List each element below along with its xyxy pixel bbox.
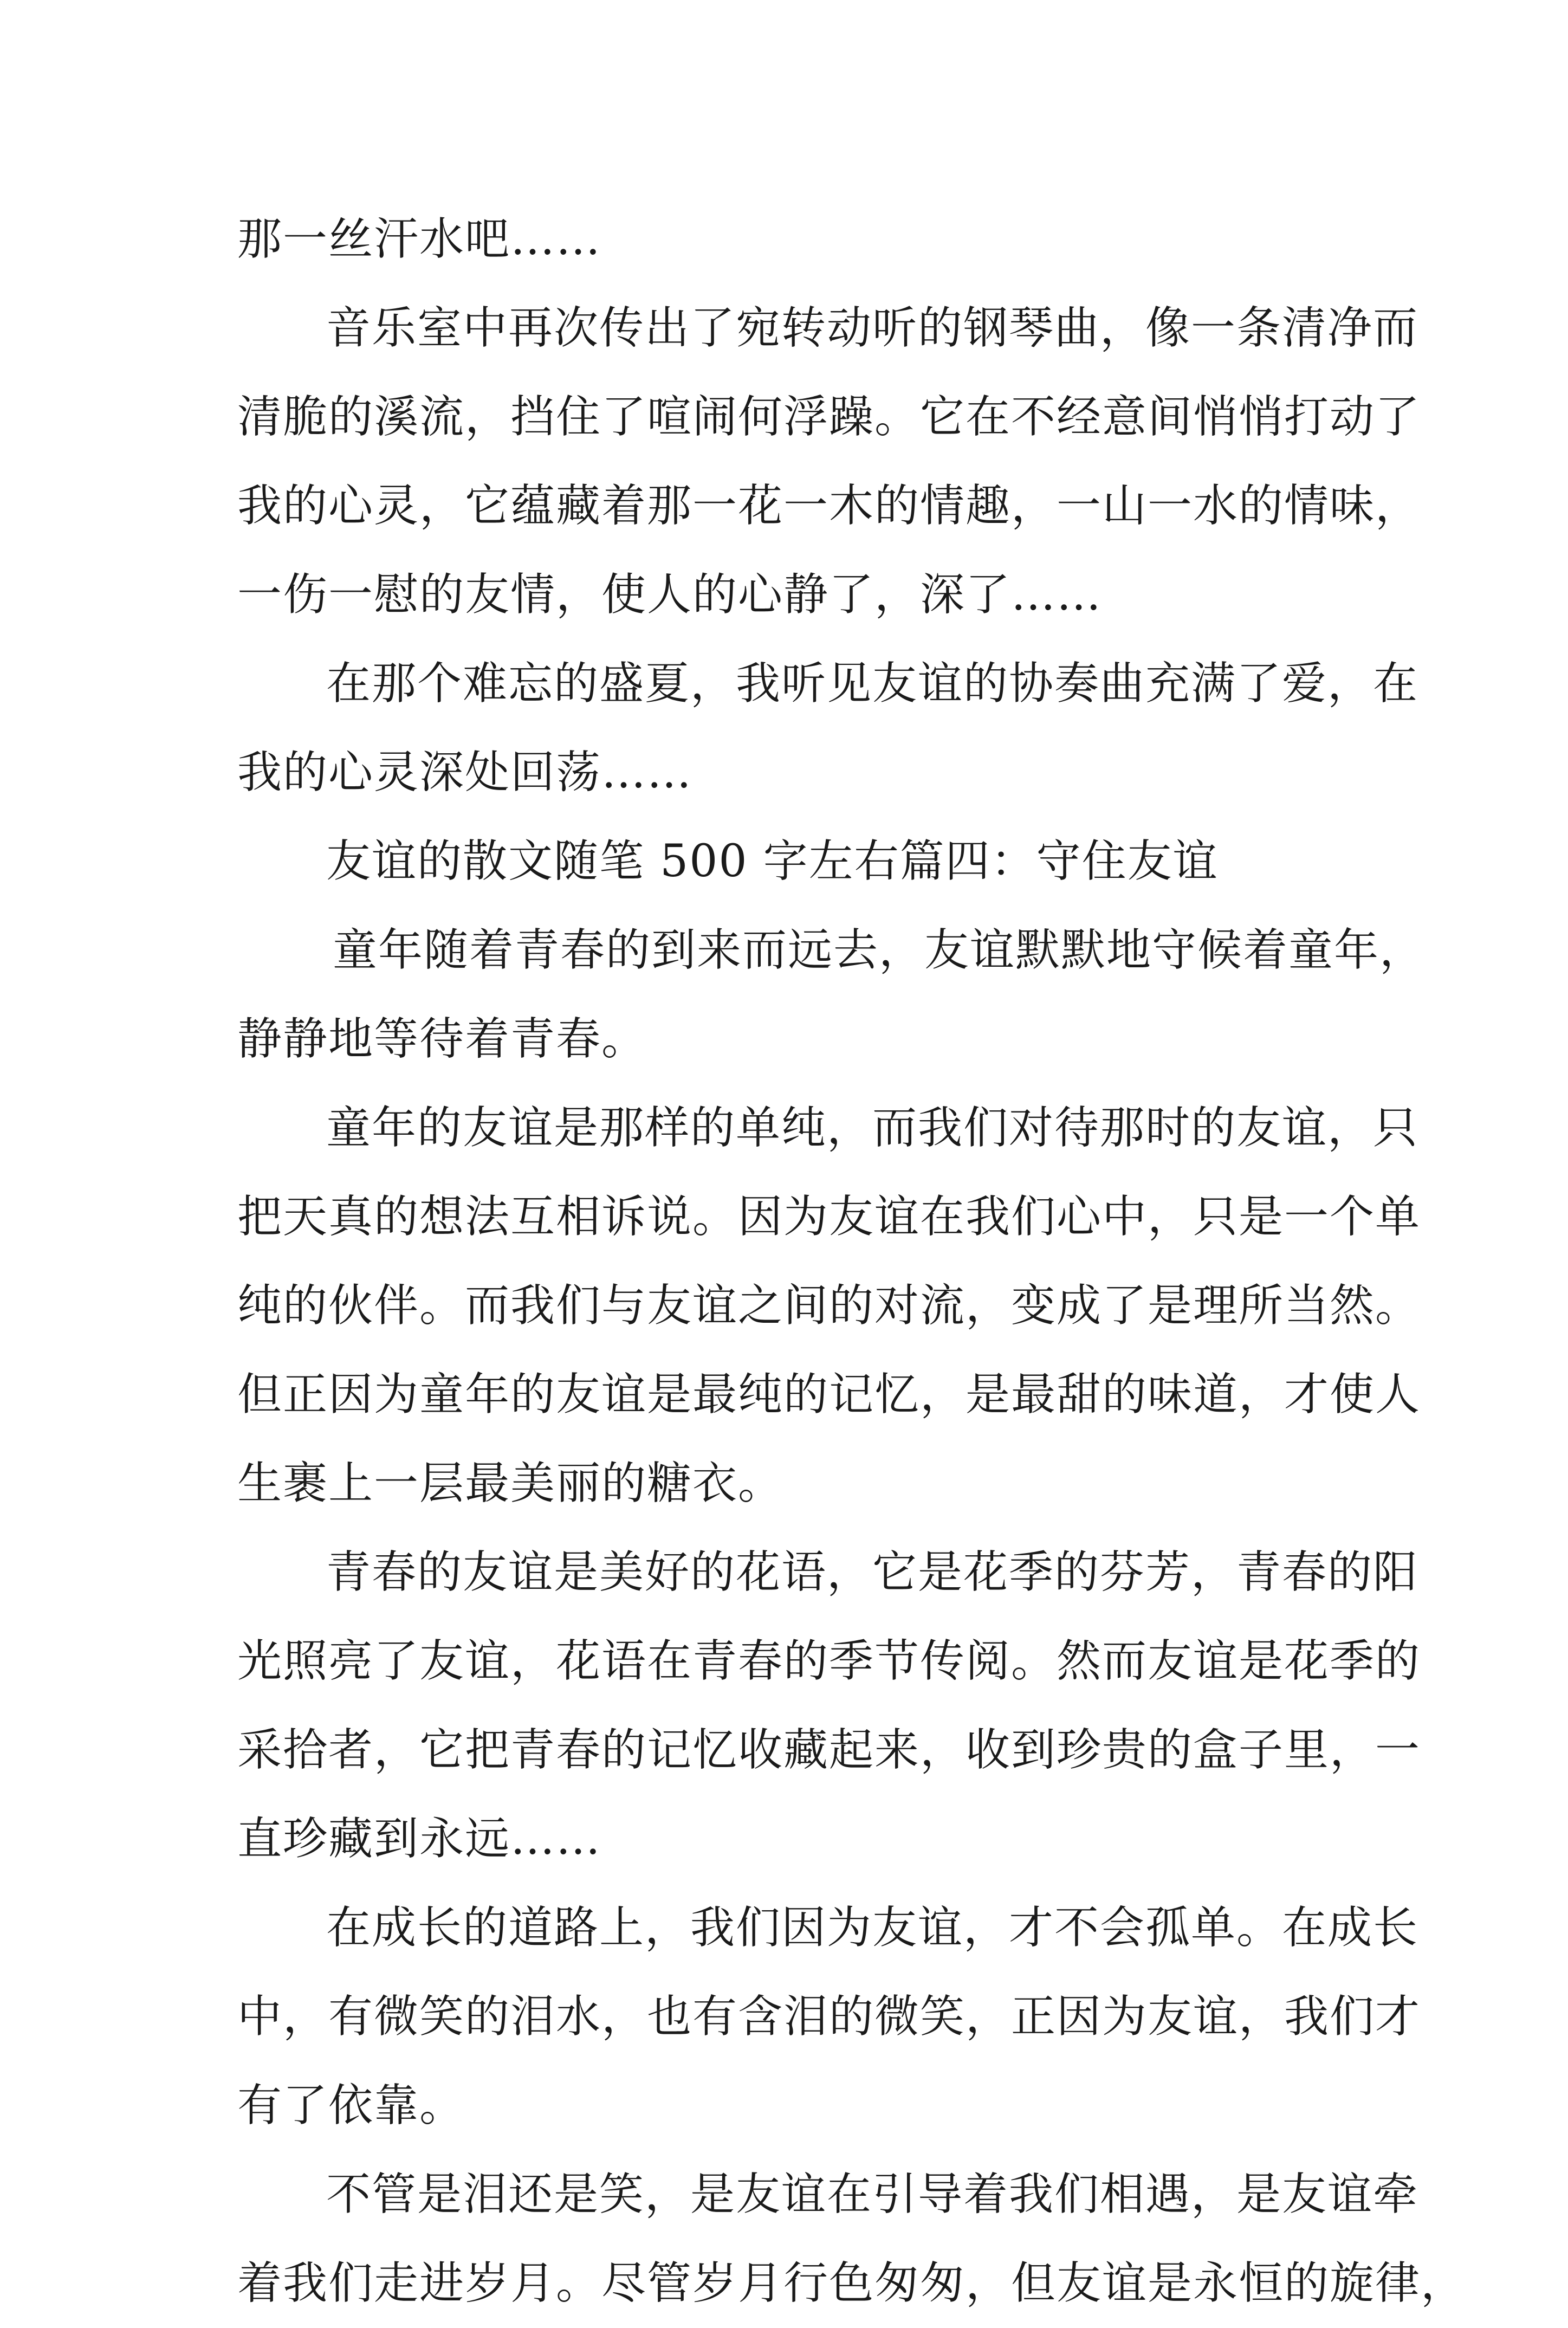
document-body	[237, 195, 1467, 2328]
paragraph-line: 那一丝汗水吧……	[237, 214, 602, 265]
paragraph-line: 在成长的道路上，我们因为友谊，才不会孤单。在成长	[326, 1902, 1419, 1954]
paragraph-line: 我的心灵，它蕴藏着那一花一木的情趣，一山一水的情味，	[237, 480, 1421, 532]
paragraph-line: 把天真的想法互相诉说。因为友谊在我们心中，只是一个单	[237, 1191, 1421, 1243]
paragraph-line: 青春的友谊是美好的花语，它是花季的芬芳，青春的阳	[326, 1547, 1419, 1598]
paragraph-line: 中，有微笑的泪水，也有含泪的微笑，正因为友谊，我们才	[237, 1991, 1421, 2042]
paragraph-line: 在那个难忘的盛夏，我听见友谊的协奏曲充满了爱，在	[326, 658, 1419, 709]
paragraph-line: 有了依靠。	[237, 2080, 465, 2131]
paragraph-line: 采拾者，它把青春的记忆收藏起来，收到珍贵的盒子里，一	[237, 1724, 1421, 1776]
paragraph-line: 清脆的溪流，挡住了喧闹何浮躁。它在不经意间悄悄打动了	[237, 391, 1421, 443]
paragraph-line: 生裹上一层最美丽的糖衣。	[237, 1458, 784, 1509]
paragraph-line: 静静地等待着青春。	[237, 1013, 647, 1065]
paragraph-line: 音乐室中再次传出了宛转动听的钢琴曲，像一条清净而	[326, 302, 1419, 354]
paragraph-line: 纯的伙伴。而我们与友谊之间的对流，变成了是理所当然。	[237, 1280, 1421, 1331]
paragraph-line: 我的心灵深处回荡……	[237, 747, 693, 798]
paragraph-line: 光照亮了友谊，花语在青春的季节传阅。然而友谊是花季的	[237, 1635, 1421, 1687]
section-heading: 友谊的散文随笔 500 字左右篇四：守住友谊	[326, 836, 1219, 887]
paragraph-line: 童年随着青春的到来而远去，友谊默默地守候着童年，	[333, 924, 1426, 976]
paragraph-line: 一伤一慰的友情，使人的心静了，深了……	[237, 569, 1103, 620]
paragraph-line: 童年的友谊是那样的单纯，而我们对待那时的友谊，只	[326, 1102, 1419, 1154]
paragraph-line: 着我们走进岁月。尽管岁月行色匆匆，但友谊是永恒的旋律，	[237, 2258, 1467, 2309]
paragraph-line: 直珍藏到永远……	[237, 1813, 602, 1865]
paragraph-line: 但正因为童年的友谊是最纯的记忆，是最甜的味道，才使人	[237, 1369, 1421, 1420]
paragraph-line: 不管是泪还是笑，是友谊在引导着我们相遇，是友谊牵	[326, 2169, 1419, 2220]
